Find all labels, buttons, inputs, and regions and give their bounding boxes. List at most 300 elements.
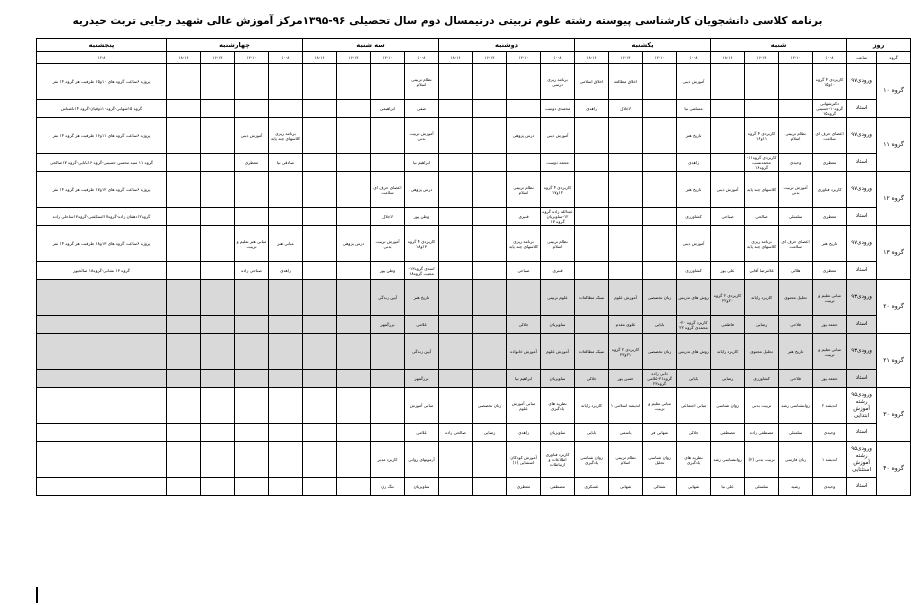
teacher-cell <box>439 316 473 334</box>
course-cell: برنامه ریزی کلاسهای چند پایه <box>507 226 541 262</box>
teacher-cell: لاجلال <box>609 100 643 118</box>
course-cell: تحلیل محتوی <box>779 280 813 316</box>
course-cell <box>609 118 643 154</box>
course-cell <box>439 118 473 154</box>
teacher-cell <box>473 262 507 280</box>
teacher-cell: رضایی <box>473 424 507 442</box>
teacher-cell: بابایی <box>643 316 677 334</box>
teacher-cell: علی پور <box>711 262 745 280</box>
teacher-cell: سلسلی <box>779 424 813 442</box>
teacher-cell <box>473 478 507 496</box>
row-group: گروه ۱۳ <box>877 226 911 280</box>
course-cell <box>439 226 473 262</box>
course-cell: آموزش تربیت بدنی <box>371 226 405 262</box>
text-cursor-bar <box>36 587 38 603</box>
teacher-cell: وحیدی <box>813 478 847 496</box>
course-cell <box>337 334 371 370</box>
header-slot-time: ۱۶-۱۴ <box>201 52 235 64</box>
course-cell <box>167 442 201 478</box>
thursday-teacher-cell: گروه ۱۱ سید محسن حسینی-گروه ۱۶بابایی-گروه ۱۷صالحی <box>37 154 167 172</box>
teacher-cell <box>167 100 201 118</box>
course-cell: اعضای حرف ای سلامت <box>813 118 847 154</box>
course-cell: نظام تربیتی اسلام <box>405 64 439 100</box>
row-group: گروه ۱۲ <box>877 172 911 226</box>
teacher-cell <box>371 424 405 442</box>
teacher-cell: وطن پور <box>405 208 439 226</box>
course-cell: کلاسهای چند پایه <box>745 172 779 208</box>
thursday-course-cell: پروژه ۶ساعت گروه های ۱۰و۱۵ ظرفیت هر گروه ۱۴ نفر <box>37 64 167 100</box>
row-teacher-label: استاد <box>847 208 877 226</box>
course-cell: تاریخ هنر <box>813 226 847 262</box>
course-cell <box>303 118 337 154</box>
course-cell <box>439 64 473 100</box>
course-cell: نظام تربیتی اسلام <box>779 118 813 154</box>
course-cell <box>235 64 269 100</box>
course-cell: آزمونهای روانی <box>405 442 439 478</box>
teacher-cell <box>643 154 677 172</box>
course-cell <box>439 388 473 424</box>
teacher-cell: ساویزیان <box>541 370 575 388</box>
course-cell: درس پژوهی <box>507 118 541 154</box>
course-cell: مبانی اجتماعی <box>677 388 711 424</box>
teacher-cell: مسلمی نیا <box>677 100 711 118</box>
header-group-label: گروه <box>877 52 911 64</box>
course-cell <box>643 226 677 262</box>
course-cell <box>473 64 507 100</box>
course-cell <box>371 388 405 424</box>
teacher-cell <box>269 424 303 442</box>
teacher-cell <box>167 370 201 388</box>
teacher-cell: غلامرضا آقایی <box>745 262 779 280</box>
teacher-cell <box>167 262 201 280</box>
course-cell <box>201 280 235 316</box>
row-entry: ورودی۹۵ رشته آموزش استثنایی <box>847 442 877 478</box>
course-cell: تربیت بدنی <box>745 388 779 424</box>
teacher-cell: مصطفی <box>711 424 745 442</box>
course-cell <box>201 118 235 154</box>
course-cell <box>779 64 813 100</box>
course-cell <box>201 172 235 208</box>
teacher-cell <box>235 316 269 334</box>
course-cell <box>303 388 337 424</box>
course-cell <box>167 118 201 154</box>
teacher-cell: قنبری <box>541 262 575 280</box>
teacher-cell: ساویزیان <box>541 316 575 334</box>
course-cell: کاربردی ۲ گروه ۲۱و۲۳ <box>609 334 643 370</box>
row-entry: ورودی۹۷ <box>847 118 877 154</box>
course-cell <box>235 442 269 478</box>
header-slot-time: ۱۰-۸ <box>677 52 711 64</box>
course-cell <box>167 64 201 100</box>
teacher-cell: شهابی فر <box>643 424 677 442</box>
course-cell: مبانی تعلیم و تربیت <box>813 334 847 370</box>
course-cell: کاربردی ۲ گروه ۲۰و۲۲ <box>711 280 745 316</box>
course-cell: آموزش علوم <box>541 334 575 370</box>
teacher-cell: شهابی <box>677 478 711 496</box>
teacher-cell: علوی مقدم <box>609 316 643 334</box>
teacher-cell <box>303 262 337 280</box>
course-cell <box>337 388 371 424</box>
teacher-cell: ابراهیمی <box>371 100 405 118</box>
row-group: گروه ۴۰ <box>877 442 911 496</box>
header-slot-time: ۱۸-۱۶ <box>303 52 337 64</box>
teacher-cell: وطن پور <box>371 262 405 280</box>
course-cell <box>201 388 235 424</box>
course-cell: زبان فارسی <box>779 442 813 478</box>
teacher-cell <box>201 424 235 442</box>
course-cell <box>711 226 745 262</box>
header-slot-time: ۱۶-۱۴ <box>609 52 643 64</box>
course-cell: کاربرد رایانه <box>745 280 779 316</box>
row-group: گروه ۲۱ <box>877 334 911 388</box>
course-cell <box>201 64 235 100</box>
schedule-table <box>36 38 911 496</box>
course-cell: آیین زندگی <box>405 334 439 370</box>
teacher-cell: زاهدی <box>507 424 541 442</box>
teacher-cell <box>439 154 473 172</box>
teacher-cell: رضایی <box>745 316 779 334</box>
header-slot-time: ۱۸-۱۶ <box>439 52 473 64</box>
teacher-cell: ساویزیان <box>541 424 575 442</box>
teacher-cell: دکترشهابی گروه۱۰-حسینی گروه۱۵ <box>813 100 847 118</box>
thursday-course-cell <box>37 334 167 370</box>
row-teacher-label: استاد <box>847 262 877 280</box>
teacher-cell: رضایی <box>711 370 745 388</box>
course-cell: تربیت بدنی (۲) <box>745 442 779 478</box>
course-cell: اعضای حرف ای سلامت <box>371 172 405 208</box>
course-cell: تاریخ هنر <box>677 172 711 208</box>
teacher-cell <box>201 208 235 226</box>
teacher-cell <box>643 100 677 118</box>
teacher-cell: غلامی <box>405 316 439 334</box>
teacher-cell: زاهدی <box>677 154 711 172</box>
teacher-cell <box>745 100 779 118</box>
course-cell <box>371 118 405 154</box>
row-teacher-label: استاد <box>847 100 877 118</box>
course-cell <box>201 334 235 370</box>
course-cell: آموزش علوم <box>609 280 643 316</box>
teacher-cell <box>643 208 677 226</box>
course-cell <box>575 172 609 208</box>
teacher-cell: فلاحی <box>779 316 813 334</box>
header-slot-time: ۱۶-۱۴ <box>745 52 779 64</box>
header-slot-time: ۱۲-۱۰ <box>507 52 541 64</box>
course-cell <box>643 172 677 208</box>
teacher-cell: جمعه پور <box>813 370 847 388</box>
teacher-cell <box>507 100 541 118</box>
course-cell <box>269 442 303 478</box>
course-cell <box>269 334 303 370</box>
thursday-course-cell <box>37 280 167 316</box>
teacher-cell <box>371 370 405 388</box>
teacher-cell: مصطفی <box>541 478 575 496</box>
header-slot-time: ۱۲-۱۰ <box>371 52 405 64</box>
course-cell: اخلاق مطالعه <box>609 64 643 100</box>
course-cell: برنامه ریزی کلاسهای چند پایه <box>745 226 779 262</box>
header-day: شنبه <box>711 39 847 52</box>
row-group: گروه ۳۰ <box>877 388 911 442</box>
teacher-cell <box>439 478 473 496</box>
teacher-cell <box>473 100 507 118</box>
row-entry: ورودی۹۷ <box>847 172 877 208</box>
thursday-teacher-cell <box>37 478 167 496</box>
row-entry: ورودی۹۳ <box>847 280 877 316</box>
teacher-cell: جمعه پور <box>813 316 847 334</box>
row-group: گروه ۱۰ <box>877 64 911 118</box>
thursday-course-cell <box>37 388 167 424</box>
teacher-cell: دانی زاده گروه۲۱-غلامی گروه۲۳ <box>643 370 677 388</box>
course-cell <box>303 172 337 208</box>
teacher-cell: علی نیا <box>711 478 745 496</box>
header-slot-time: ۱۲-۱۰ <box>235 52 269 64</box>
teacher-cell <box>609 208 643 226</box>
course-cell: نظریه های یادگیری <box>677 442 711 478</box>
course-cell <box>303 226 337 262</box>
course-cell <box>473 280 507 316</box>
course-cell <box>439 442 473 478</box>
header-slot-time: ۱۲-۱۰ <box>779 52 813 64</box>
teacher-cell <box>303 100 337 118</box>
teacher-cell <box>337 370 371 388</box>
course-cell: کاربرد رایانه <box>575 388 609 424</box>
course-cell <box>167 334 201 370</box>
teacher-cell <box>269 100 303 118</box>
course-cell <box>473 334 507 370</box>
course-cell: کاربرد رایانه <box>711 334 745 370</box>
course-cell: آموزش خانواده <box>507 334 541 370</box>
teacher-cell: زاهدی <box>269 262 303 280</box>
teacher-cell: سلسلی <box>745 478 779 496</box>
teacher-cell <box>303 478 337 496</box>
teacher-cell: کشاورزی <box>677 208 711 226</box>
teacher-cell <box>235 424 269 442</box>
course-cell: مبانی تعلیم و تربیت <box>813 280 847 316</box>
teacher-cell <box>201 262 235 280</box>
teacher-cell <box>235 370 269 388</box>
course-cell <box>337 118 371 154</box>
header-slot-time: ۱۸-۱۶ <box>711 52 745 64</box>
course-cell <box>167 226 201 262</box>
course-cell <box>269 172 303 208</box>
teacher-cell <box>303 424 337 442</box>
course-cell: کاربردی ۴ گروه ۱۳و۱۸ <box>405 226 439 262</box>
course-cell <box>643 118 677 154</box>
course-cell: نظام تربیتی اسلام <box>609 442 643 478</box>
teacher-cell <box>575 154 609 172</box>
course-cell: کاربرد مدیر <box>371 442 405 478</box>
course-cell: تاریخ هنر <box>677 118 711 154</box>
row-entry: ورودی۹۳ <box>847 334 877 370</box>
teacher-cell <box>337 154 371 172</box>
course-cell: نظام تربیتی اسلام <box>541 226 575 262</box>
header-slot-time: ۱۶-۱۴ <box>473 52 507 64</box>
teacher-cell <box>575 316 609 334</box>
teacher-cell: صباحی <box>507 262 541 280</box>
course-cell: تحلیل محتوی <box>745 334 779 370</box>
header-slot-time: ۱۰-۸ <box>269 52 303 64</box>
course-cell: سبک مطالعات <box>575 280 609 316</box>
teacher-cell: ابراهیم نیا <box>507 370 541 388</box>
row-teacher-label: استاد <box>847 316 877 334</box>
teacher-cell <box>711 154 745 172</box>
course-cell <box>507 280 541 316</box>
course-cell <box>337 172 371 208</box>
teacher-cell: وحیدی <box>779 154 813 172</box>
row-teacher-label: استاد <box>847 424 877 442</box>
teacher-cell <box>303 316 337 334</box>
thursday-teacher-cell <box>37 370 167 388</box>
teacher-cell <box>167 154 201 172</box>
teacher-cell: زاهدی <box>575 100 609 118</box>
teacher-cell: جلالی <box>575 370 609 388</box>
teacher-cell <box>337 478 371 496</box>
teacher-cell <box>201 370 235 388</box>
course-cell: روش های تدریس <box>677 280 711 316</box>
course-cell <box>643 64 677 100</box>
teacher-cell: کشاورزی <box>745 370 779 388</box>
teacher-cell: کاربردی گروه۱۱-محمدنسب گروه۱۶ <box>745 154 779 172</box>
teacher-cell <box>303 208 337 226</box>
row-teacher-label: استاد <box>847 370 877 388</box>
teacher-cell <box>473 316 507 334</box>
course-cell: روان شناسی <box>711 388 745 424</box>
course-cell <box>711 64 745 100</box>
teacher-cell <box>167 208 201 226</box>
header-thursday-time: ۱۲-۸ <box>37 52 167 64</box>
header-slot-time: ۱۸-۱۶ <box>575 52 609 64</box>
teacher-cell <box>609 262 643 280</box>
teacher-cell <box>439 100 473 118</box>
header-slot-time: ۱۸-۱۶ <box>167 52 201 64</box>
teacher-cell <box>201 316 235 334</box>
teacher-cell <box>303 154 337 172</box>
course-cell: مبانی هنر تعلیم و تربیت <box>235 226 269 262</box>
course-cell: آموزش دینی <box>677 64 711 100</box>
course-cell: زبان تخصصی <box>473 388 507 424</box>
course-cell: زبان تخصصی <box>643 280 677 316</box>
course-cell: علوم تربیتی <box>541 280 575 316</box>
teacher-cell: صباحی <box>711 208 745 226</box>
teacher-cell <box>235 208 269 226</box>
teacher-cell <box>269 370 303 388</box>
header-slot-time: ۱۰-۸ <box>813 52 847 64</box>
teacher-cell: عبدالله زاده گروه ۱۲-ساویزیان گروه ۱۷ <box>542 209 573 224</box>
teacher-cell <box>439 262 473 280</box>
course-cell: آموزش دینی <box>541 118 575 154</box>
teacher-cell <box>575 208 609 226</box>
course-cell: کاربرد فناوری اطلاعات و ارتباطات <box>541 442 575 478</box>
course-cell <box>507 64 541 100</box>
course-cell: اندیشه ۱ <box>813 442 847 478</box>
teacher-cell <box>337 100 371 118</box>
course-cell <box>473 172 507 208</box>
teacher-cell <box>235 100 269 118</box>
teacher-cell <box>473 154 507 172</box>
course-cell: آموزش تربیت بدنی <box>405 118 439 154</box>
teacher-cell <box>269 208 303 226</box>
header-slot-time: ۱۰-۸ <box>405 52 439 64</box>
course-cell: تاریخ هنر <box>779 334 813 370</box>
course-cell <box>303 64 337 100</box>
teacher-cell: کاربرد گروه ۲۰-محمدی گروه ۲۲ <box>677 316 711 334</box>
course-cell <box>269 280 303 316</box>
teacher-cell <box>711 100 745 118</box>
course-cell: کاربرد فناوری <box>813 172 847 208</box>
teacher-cell: اسدی گروه۱۳-مجیب گروه۱۸ <box>405 262 439 280</box>
teacher-cell: جلالی <box>507 316 541 334</box>
teacher-cell <box>269 316 303 334</box>
thursday-teacher-cell: گروه۱۲دهقان زاده-گروه۱۷استکشی-گروه۱۳ساحلی زاده <box>37 208 167 226</box>
teacher-cell: محمد دوست <box>541 154 575 172</box>
teacher-cell: معطری <box>813 208 847 226</box>
course-cell: مبانی آموزش <box>405 388 439 424</box>
teacher-cell: غلامی <box>405 424 439 442</box>
course-cell <box>235 280 269 316</box>
teacher-cell: بابایی <box>575 424 609 442</box>
header-day: چهارشنبه <box>167 39 303 52</box>
row-group: گروه ۲۰ <box>877 280 911 334</box>
teacher-cell <box>609 154 643 172</box>
course-cell <box>337 442 371 478</box>
course-cell: درس پژوهی <box>405 172 439 208</box>
row-entry: ورودی۹۵ رشته آموزش ابتدایی <box>847 388 877 424</box>
course-cell <box>439 172 473 208</box>
thursday-teacher-cell: گروه ۱۳ نشانی-گروه۱۸ صالحپور <box>37 262 167 280</box>
teacher-cell: ساویزیان <box>405 478 439 496</box>
teacher-cell <box>201 154 235 172</box>
course-cell <box>473 118 507 154</box>
teacher-cell <box>575 262 609 280</box>
row-teacher-label: استاد <box>847 478 877 496</box>
teacher-cell <box>167 478 201 496</box>
row-teacher-label: استاد <box>847 154 877 172</box>
course-cell: آموزش دینی <box>677 226 711 262</box>
thursday-course-cell: پروژه ۶ساعت گروه های ۱۳و۱۸ ظرفیت هر گروه ۱۴ نفر <box>37 226 167 262</box>
course-cell <box>439 334 473 370</box>
teacher-cell: هلالی <box>779 262 813 280</box>
teacher-cell: شهابی <box>609 478 643 496</box>
course-cell: اندیشه اسلامی ۱ <box>609 388 643 424</box>
course-cell: روان شناسی یادگیری <box>575 442 609 478</box>
course-cell <box>371 334 405 370</box>
course-cell <box>269 64 303 100</box>
course-cell <box>337 64 371 100</box>
thursday-teacher-cell: گروه ۱۵شهابی-گروه۱۰ذوقیان-گروه ۱۴ناشناس <box>37 100 167 118</box>
teacher-cell: صادقی نیا <box>269 154 303 172</box>
course-cell <box>235 334 269 370</box>
teacher-cell <box>167 316 201 334</box>
teacher-cell <box>473 370 507 388</box>
course-cell: روانشناسی رشد <box>779 388 813 424</box>
teacher-cell: صفی <box>405 100 439 118</box>
teacher-cell: وحیدی <box>813 424 847 442</box>
teacher-cell: بزرگمهر <box>371 316 405 334</box>
course-cell: زبان تخصصی <box>643 334 677 370</box>
course-cell <box>235 172 269 208</box>
thursday-course-cell: پروژه ۶ساعت گروه های ۱۲و۱۷ ظرفیت هر گروه ۱۴ نفر <box>37 172 167 208</box>
course-cell: آموزش تربیت بدنی <box>779 172 813 208</box>
teacher-cell: لاجلال <box>371 208 405 226</box>
course-cell: آموزش دینی <box>711 172 745 208</box>
header-day: یکشنبه <box>575 39 711 52</box>
teacher-cell: محمدی دوست <box>541 100 575 118</box>
course-cell: کاربردی ۴ گروه ۱۱و۱۶ <box>745 118 779 154</box>
course-cell: کاربردی ۴ گروه ۱۰و۱۵ <box>813 64 847 100</box>
course-cell <box>269 388 303 424</box>
course-cell: آموزش دینی <box>235 118 269 154</box>
teacher-cell <box>235 478 269 496</box>
header-day: دوشنبه <box>439 39 575 52</box>
